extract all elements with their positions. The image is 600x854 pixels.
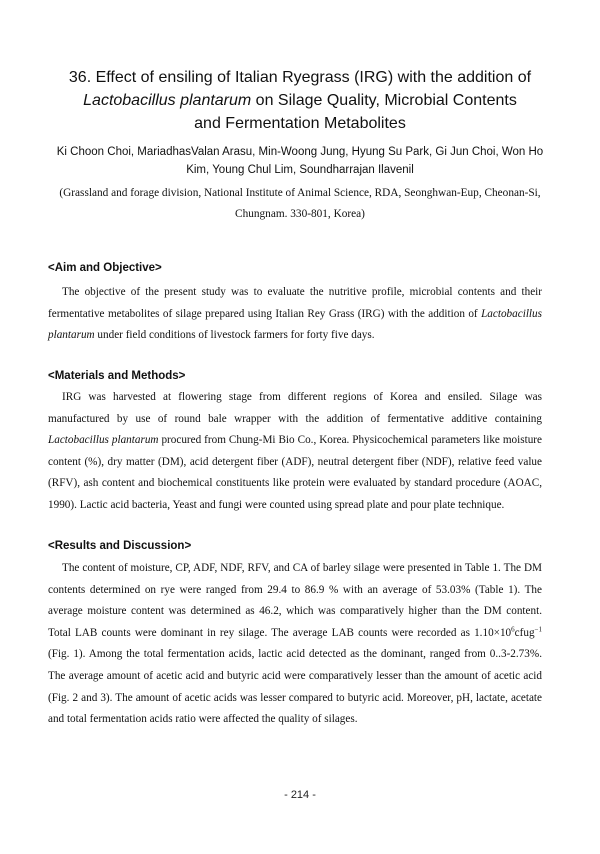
title-line-3: and Fermentation Metabolites — [194, 115, 406, 132]
affiliation — [40, 183, 560, 225]
title-line-2 — [40, 89, 560, 112]
author-list — [40, 143, 560, 179]
author-line-1: Ki Choon Choi, MariadhasValan Arasu, Min-Woong Jung, Hyung Su Park, Gi Jun Choi, Won Ho — [56, 146, 544, 158]
aim-text-b: under field conditions of livestock farmers for forty five days. — [94, 329, 375, 342]
aim-paragraph — [48, 282, 542, 347]
results-text-c: (Fig. 1). Among the total fermentation acids, lactic acid detected as the dominant, ranged from 0..3-2.73%. The average amount of acetic acid and butyric acid were comparatively lesser than the amount of acetic acid (Fig. 2 and 3). The amount of acetic acids was lesser compared to butyric acid. Moreover, pH, lactate, acetate and total fermentation acids ratio were affected the quality of silages. — [48, 648, 542, 726]
aim-species-italic: Lactobacillus plantarum — [48, 307, 542, 342]
results-text-a: The content of moisture, CP, ADF, NDF, RFV, and CA of barley silage were presented in Table 1. The DM contents determined on rye were ranged from 29.4 to 86.9 % with an average of 53.03% (Table 1). The average moisture content was determined as 46.2, which was comparatively higher than the DM content. Total LAB counts were dominant in rey silage. The average LAB counts were recorded as 1.10×10 — [48, 562, 542, 639]
affiliation-line-2: Chungnam. 330-801, Korea) — [235, 208, 365, 220]
methods-species-italic: Lactobacillus plantarum — [48, 434, 159, 447]
affiliation-line-1: (Grassland and forage division, National Institute of Animal Science, RDA, Seonghwan-Eup, Cheonan-Si, — [59, 187, 541, 199]
results-superscript-exponent: 6 — [511, 625, 515, 634]
methods-text-b: procured from Chung-Mi Bio Co., Korea. Physicochemical parameters like moisture content (%), dry matter (DM), acid detergent fiber (ADF), neutral detergent fiber (NDF), relative feed value (RFV), ash content and biochemical constituents like protein were evaluated by standard procedure (AOAC, 1990). Lactic acid bacteria, Yeast and fungi were counted using spread plate and pour plate technique. — [48, 434, 542, 511]
title-species-italic: Lactobacillus plantarum — [83, 92, 252, 109]
results-superscript-unit: −1 — [534, 625, 542, 634]
section-heading-methods: <Materials and Methods> — [48, 370, 186, 382]
section-heading-results: <Results and Discussion> — [48, 540, 192, 552]
results-text-b: cfug — [514, 626, 535, 639]
title-line-2-rest: on Silage Quality, Microbial Contents — [251, 92, 517, 109]
page-number: - 214 - — [284, 789, 316, 801]
section-heading-aim: <Aim and Objective> — [48, 262, 162, 274]
results-paragraph — [48, 558, 542, 731]
title-line-1: 36. Effect of ensiling of Italian Ryegrass (IRG) with the addition of — [68, 69, 532, 86]
aim-text-a: The objective of the present study was to evaluate the nutritive profile, microbial contents and their fermentative metabolites of silage prepared using Italian Rey Grass (IRG) with the addition of — [48, 286, 542, 320]
methods-paragraph — [48, 387, 542, 517]
author-line-2: Kim, Young Chul Lim, Soundharrajan Ilavenil — [186, 164, 414, 176]
methods-text-a: IRG was harvested at flowering stage from different regions of Korea and ensiled. Silage was manufactured by use of round bale wrapper with the addition of fermentative additive containing — [48, 391, 542, 425]
